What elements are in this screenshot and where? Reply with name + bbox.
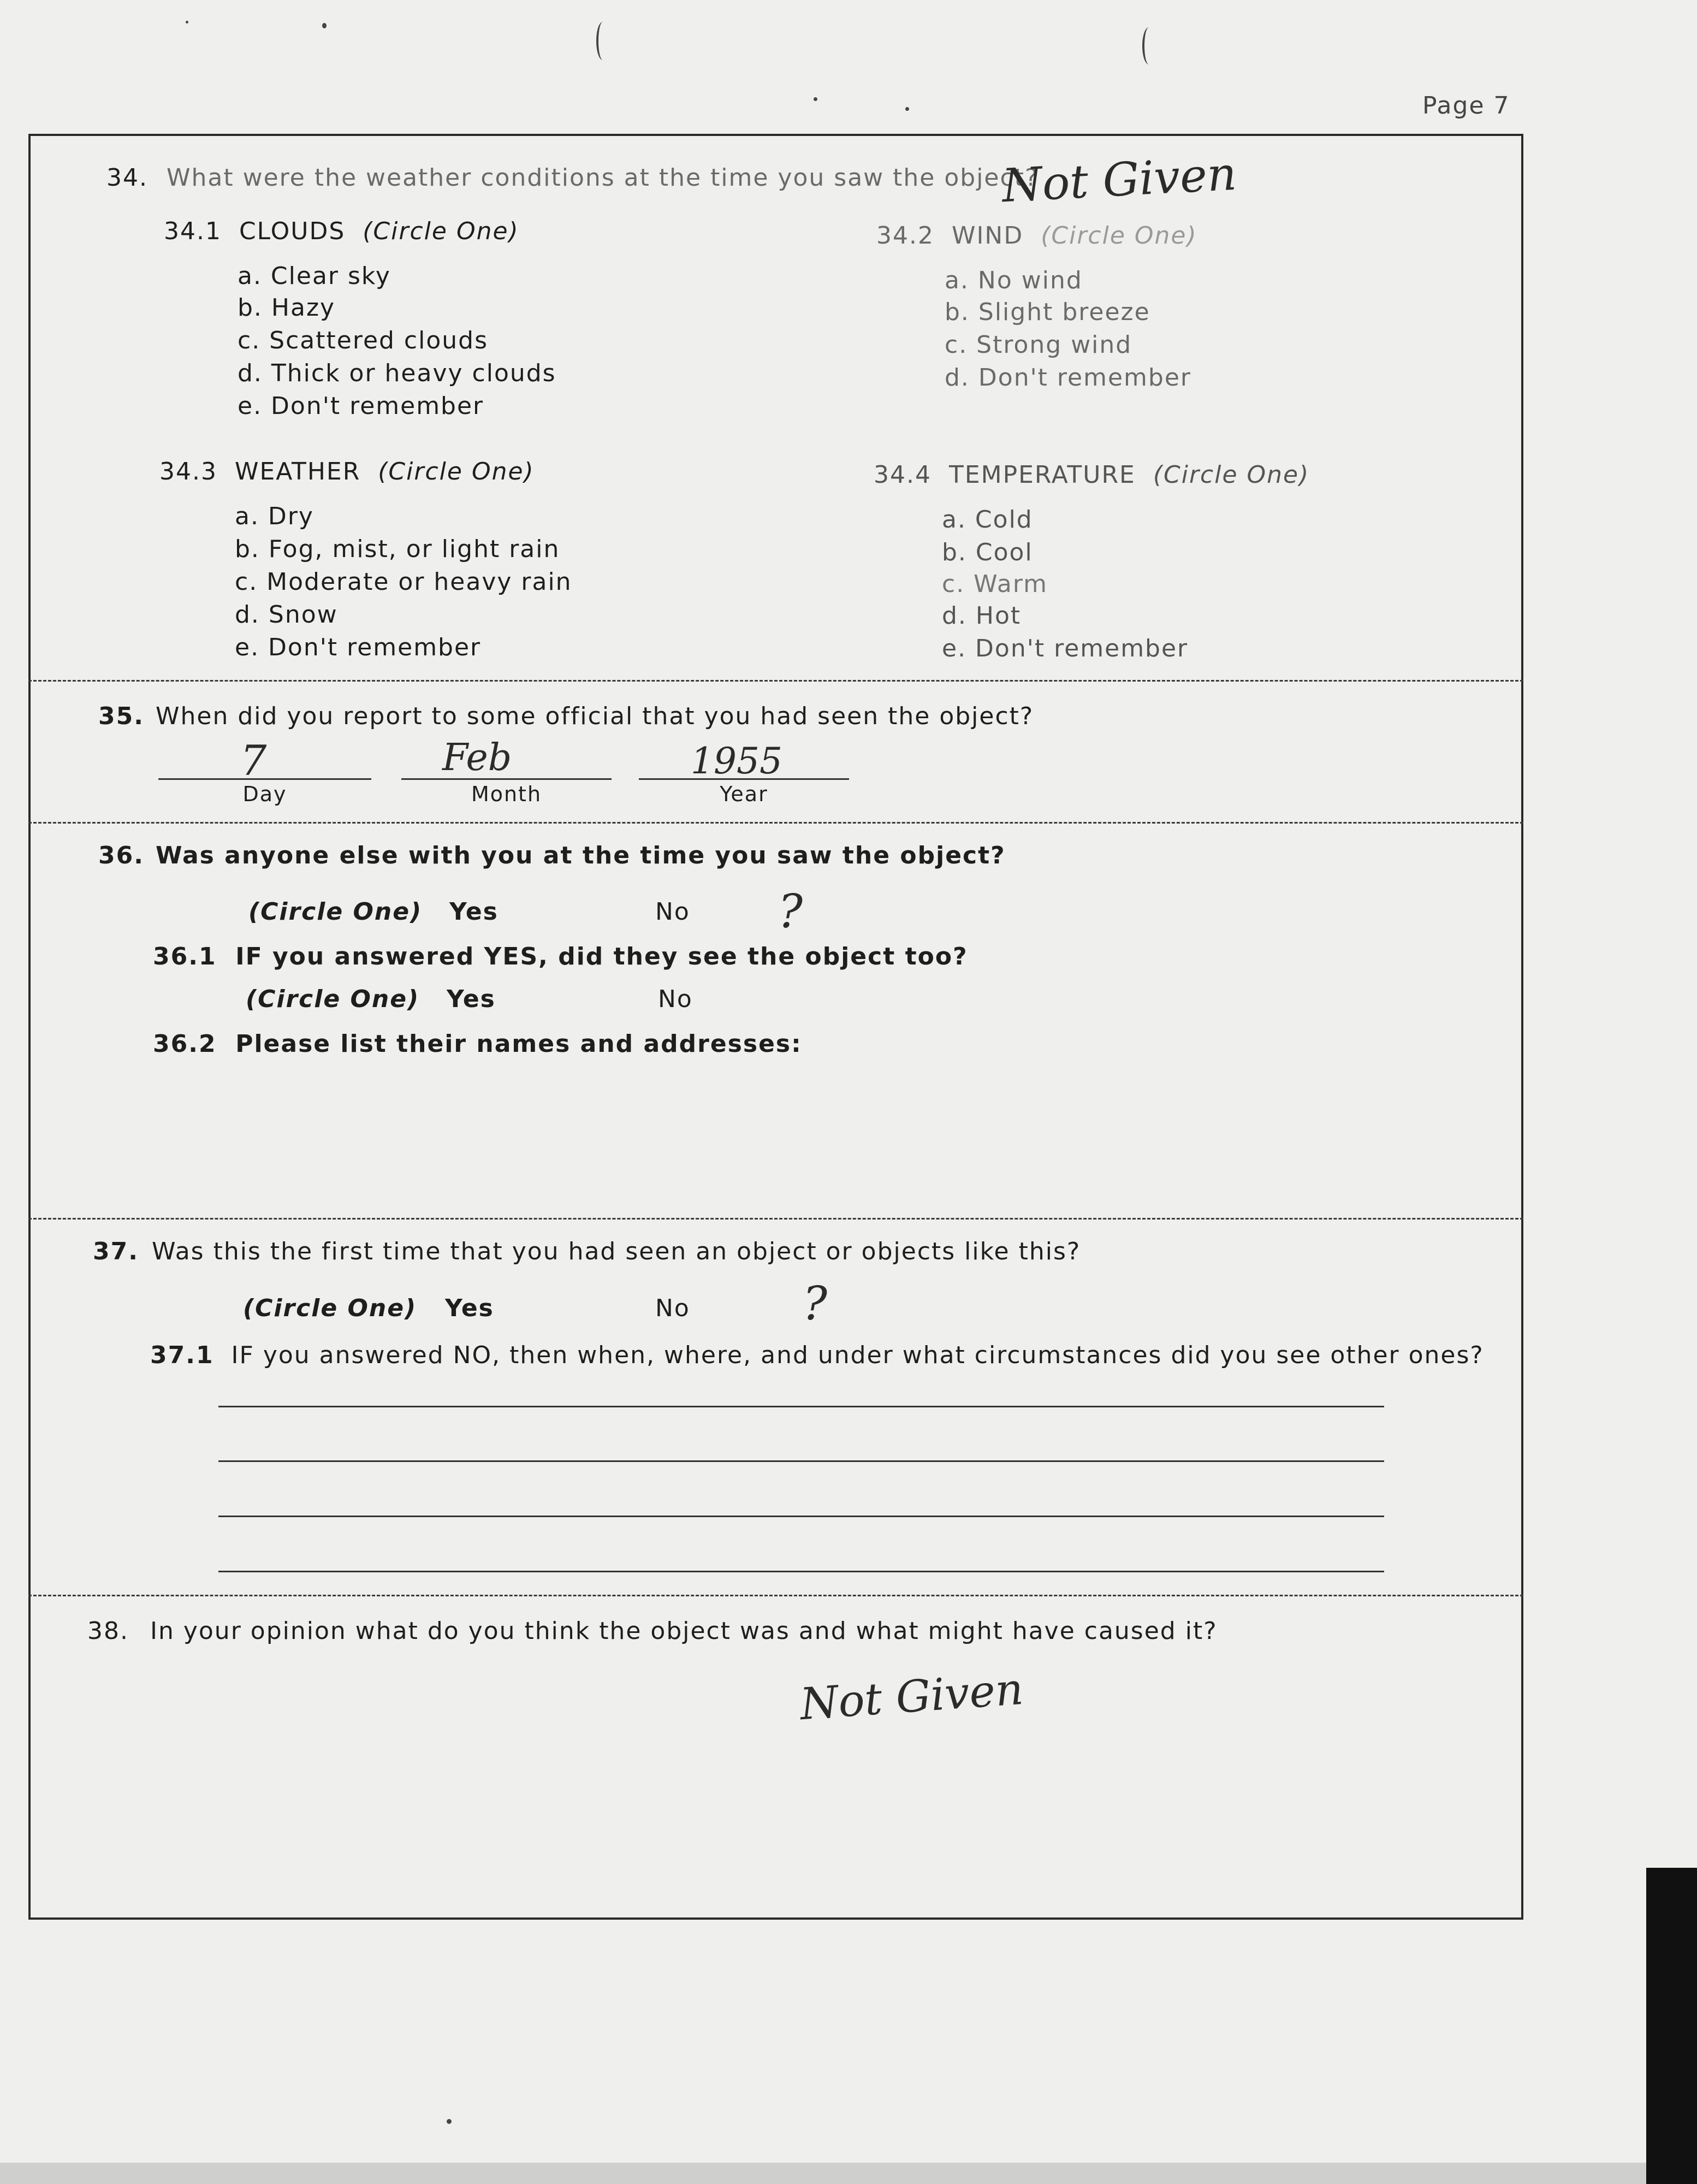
weather-option[interactable]: a. Dry xyxy=(235,502,314,530)
q35-day-line xyxy=(158,778,371,780)
clouds-number: 34.1 xyxy=(164,217,222,245)
wind-instruction: (Circle One) xyxy=(1041,222,1197,250)
temperature-option[interactable]: b. Cool xyxy=(942,538,1033,566)
section-divider xyxy=(28,822,1523,824)
q34-question: What were the weather conditions at the time you saw the object? xyxy=(167,164,1039,192)
section-divider xyxy=(28,680,1523,682)
wind-option[interactable]: c. Strong wind xyxy=(945,331,1132,359)
wind-title: WIND xyxy=(951,222,1024,250)
weather-option[interactable]: d. Snow xyxy=(235,601,338,629)
clouds-title: CLOUDS xyxy=(239,217,346,245)
weather-number: 34.3 xyxy=(159,458,217,486)
q34-number: 34. xyxy=(106,164,148,192)
q34-handwritten-answer: Not Given xyxy=(1000,146,1238,213)
q36-2-question: Please list their names and addresses: xyxy=(235,1030,802,1058)
q37-question: Was this the first time that you had seen an object or objects like this? xyxy=(152,1238,1081,1265)
q36-2-heading xyxy=(153,1032,802,1056)
q37-1-number: 37.1 xyxy=(150,1341,214,1369)
q37-answer-line[interactable] xyxy=(218,1571,1384,1572)
q37-1-question: IF you answered NO, then when, where, and under what circumstances did you see other ones? xyxy=(231,1341,1484,1369)
temperature-heading xyxy=(874,463,1309,487)
q35-month-value[interactable]: Feb xyxy=(442,736,512,779)
q35-year-value[interactable]: 1955 xyxy=(691,740,782,782)
q36-handwritten-mark: ? xyxy=(778,885,803,938)
scan-mark xyxy=(1142,27,1155,64)
q36-1-instruction: (Circle One) xyxy=(246,985,420,1013)
q37-1-heading xyxy=(150,1343,1484,1368)
weather-title: WEATHER xyxy=(234,458,361,486)
section-divider xyxy=(28,1595,1523,1596)
q37-no-option[interactable]: No xyxy=(655,1294,690,1322)
wind-option[interactable]: b. Slight breeze xyxy=(945,298,1150,326)
temperature-option[interactable]: a. Cold xyxy=(942,506,1033,534)
q36-1-number: 36.1 xyxy=(153,943,217,970)
q37-handwritten-mark: ? xyxy=(803,1277,828,1330)
q36-1-question: IF you answered YES, did they see the object too? xyxy=(235,943,968,970)
clouds-option[interactable]: b. Hazy xyxy=(238,294,336,322)
q35-month-line xyxy=(401,778,612,780)
clouds-option[interactable]: e. Don't remember xyxy=(238,392,484,420)
q36-1-yes-option[interactable]: Yes xyxy=(447,985,496,1013)
clouds-option[interactable]: a. Clear sky xyxy=(238,262,391,290)
weather-option[interactable]: c. Moderate or heavy rain xyxy=(235,568,572,596)
q38-number: 38. xyxy=(87,1617,129,1645)
q36-yes-option[interactable]: Yes xyxy=(449,898,499,926)
clouds-option[interactable]: c. Scattered clouds xyxy=(238,327,489,354)
wind-heading xyxy=(876,224,1197,248)
wind-number: 34.2 xyxy=(876,222,934,250)
wind-option[interactable]: a. No wind xyxy=(945,267,1083,294)
q35-month-label: Month xyxy=(471,782,542,806)
q36-question: Was anyone else with you at the time you saw the object? xyxy=(156,842,1006,869)
q36-1-heading xyxy=(153,945,968,969)
temperature-option[interactable]: d. Hot xyxy=(942,602,1022,630)
clouds-option[interactable]: d. Thick or heavy clouds xyxy=(238,359,556,387)
temperature-instruction: (Circle One) xyxy=(1153,461,1310,489)
q35-question: When did you report to some official that you had seen the object? xyxy=(156,702,1034,730)
scan-speck xyxy=(905,107,909,111)
q35-number: 35. xyxy=(98,702,144,730)
wind-option[interactable]: d. Don't remember xyxy=(945,364,1191,392)
q37-answer-line[interactable] xyxy=(218,1460,1384,1462)
scan-edge xyxy=(1646,1868,1697,2184)
q35-year-label: Year xyxy=(720,782,768,806)
q36-2-number: 36.2 xyxy=(153,1030,217,1058)
weather-option[interactable]: b. Fog, mist, or light rain xyxy=(235,535,560,563)
section-divider xyxy=(28,1218,1523,1220)
clouds-instruction: (Circle One) xyxy=(363,217,519,245)
q38-question: In your opinion what do you think the object was and what might have caused it? xyxy=(150,1617,1218,1645)
temperature-number: 34.4 xyxy=(874,461,931,489)
q37-answer-line[interactable] xyxy=(218,1516,1384,1517)
q37-instruction: (Circle One) xyxy=(243,1294,417,1322)
q36-1-no-option[interactable]: No xyxy=(658,985,693,1013)
weather-heading xyxy=(159,460,535,484)
q37-yes-option[interactable]: Yes xyxy=(445,1294,494,1322)
scan-speck xyxy=(814,97,817,101)
weather-instruction: (Circle One) xyxy=(378,458,535,486)
q35-year-line xyxy=(639,778,849,780)
q38-handwritten-answer: Not Given xyxy=(798,1663,1025,1730)
q35-day-label: Day xyxy=(242,782,287,806)
q36-number: 36. xyxy=(98,842,144,869)
q36-no-option[interactable]: No xyxy=(655,898,690,926)
scan-edge xyxy=(0,2163,1697,2184)
temperature-option[interactable]: c. Warm xyxy=(942,570,1048,598)
q35-day-value[interactable]: 7 xyxy=(240,736,267,785)
temperature-title: TEMPERATURE xyxy=(948,461,1136,489)
q37-answer-line[interactable] xyxy=(218,1406,1384,1407)
scan-speck xyxy=(186,21,188,23)
clouds-heading xyxy=(164,217,519,245)
scan-mark xyxy=(596,22,609,60)
page-number: Page 7 xyxy=(1422,92,1510,120)
temperature-option[interactable]: e. Don't remember xyxy=(942,635,1189,662)
scan-speck xyxy=(322,23,327,28)
q37-number: 37. xyxy=(93,1238,139,1265)
q36-instruction: (Circle One) xyxy=(248,898,423,926)
weather-option[interactable]: e. Don't remember xyxy=(235,634,482,661)
scan-speck xyxy=(447,2119,452,2124)
